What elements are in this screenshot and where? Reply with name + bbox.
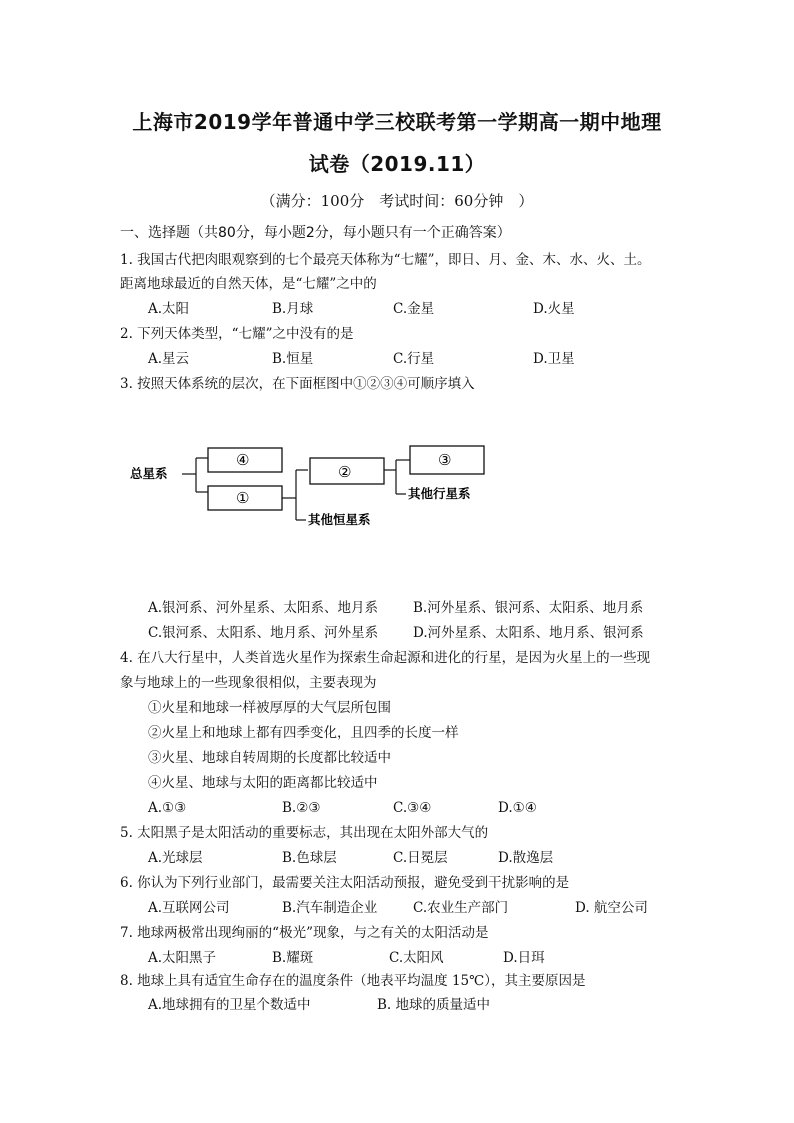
q7-stem: 7. 地球两极常出现绚丽的“极光”现象，与之有关的太阳活动是 — [120, 925, 489, 941]
diagram-box-2-label: ② — [338, 463, 352, 481]
q5-stem: 5. 太阳黑子是太阳活动的重要标志，其出现在太阳外部大气的 — [120, 825, 489, 841]
q1-stem-line2: 距离地球最近的自然天体，是“七耀”之中的 — [120, 276, 377, 292]
q4-statement-4: ④火星、地球与太阳的距离都比较适中 — [148, 775, 378, 791]
system-hierarchy-diagram — [130, 440, 510, 535]
q2-option-c: C.行星 — [393, 351, 435, 367]
q4-statement-2: ②火星上和地球上都有四季变化，且四季的长度一样 — [148, 725, 459, 741]
q2-option-b: B.恒星 — [272, 351, 314, 367]
q1-stem-line1: 1. 我国古代把肉眼观察到的七个最亮天体称为“七耀”，即日、月、金、木、水、火、土。 — [120, 252, 651, 268]
q4-option-a: A.①③ — [148, 800, 187, 816]
q8-option-a: A.地球拥有的卫星个数适中 — [148, 997, 311, 1013]
q1-option-d: D.火星 — [533, 301, 575, 317]
q6-option-b: B.汽车制造企业 — [282, 900, 378, 916]
q5-option-c: C.日冕层 — [393, 850, 448, 866]
q1-option-b: B.月球 — [272, 301, 314, 317]
q4-option-d: D.①④ — [498, 800, 537, 816]
q7-option-c: C.太阳风 — [389, 950, 444, 966]
q4-statement-3: ③火星、地球自转周期的长度都比较适中 — [148, 750, 391, 766]
diagram-other-planets-label: 其他行星系 — [408, 486, 471, 501]
q4-option-c: C.③④ — [393, 800, 432, 816]
diagram-box-1-label: ① — [236, 489, 250, 507]
section-heading: 一、选择题（共80分，每小题2分，每小题只有一个正确答案） — [120, 225, 511, 241]
q7-option-d: D.日珥 — [503, 950, 545, 966]
q4-option-b: B.②③ — [282, 800, 321, 816]
q3-option-b: B.河外星系、银河系、太阳系、地月系 — [413, 600, 644, 616]
q4-stem-line1: 4. 在八大行星中，人类首选火星作为探索生命起源和进化的行星，是因为火星上的一些现 — [120, 650, 651, 666]
q3-option-d: D.河外星系、太阳系、地月系、银河系 — [413, 625, 644, 641]
q6-option-d: D. 航空公司 — [575, 900, 648, 916]
q8-option-b: B. 地球的质量适中 — [377, 997, 491, 1013]
q6-stem: 6. 你认为下列行业部门，最需要关注太阳活动预报，避免受到干扰影响的是 — [120, 875, 570, 891]
diagram-root-label: 总星系 — [130, 466, 168, 481]
exam-title-line2: 试卷（2019.11） — [308, 152, 486, 176]
exam-subtitle: （满分：100分 考试时间：60分钟 ） — [260, 192, 534, 210]
q1-option-c: C.金星 — [393, 301, 435, 317]
exam-title-line1: 上海市2019学年普通中学三校联考第一学期高一期中地理 — [132, 110, 662, 134]
q2-option-d: D.卫星 — [533, 351, 575, 367]
q3-option-c: C.银河系、太阳系、地月系、河外星系 — [148, 625, 379, 641]
q3-option-a: A.银河系、河外星系、太阳系、地月系 — [148, 600, 379, 616]
diagram-box-4-label: ④ — [236, 451, 250, 469]
q2-stem: 2. 下列天体类型，“七耀”之中没有的是 — [120, 326, 354, 342]
q4-stem-line2: 象与地球上的一些现象很相似，主要表现为 — [120, 675, 377, 691]
q1-option-a: A.太阳 — [148, 301, 190, 317]
q6-option-a: A.互联网公司 — [148, 900, 230, 916]
q5-option-a: A.光球层 — [148, 850, 203, 866]
diagram-other-stars-label: 其他恒星系 — [308, 512, 371, 527]
q7-option-a: A.太阳黑子 — [148, 950, 217, 966]
q3-stem: 3. 按照天体系统的层次，在下面框图中①②③④可顺序填入 — [120, 376, 475, 392]
diagram-box-3-label: ③ — [438, 451, 452, 469]
q5-option-b: B.色球层 — [282, 850, 337, 866]
q7-option-b: B.耀斑 — [272, 950, 314, 966]
q5-option-d: D.散逸层 — [498, 850, 554, 866]
q8-stem: 8. 地球上具有适宜生命存在的温度条件（地表平均温度 15℃），其主要原因是 — [120, 973, 586, 989]
q2-option-a: A.星云 — [148, 351, 190, 367]
q6-option-c: C.农业生产部门 — [413, 900, 509, 916]
q4-statement-1: ①火星和地球一样被厚厚的大气层所包围 — [148, 700, 391, 716]
